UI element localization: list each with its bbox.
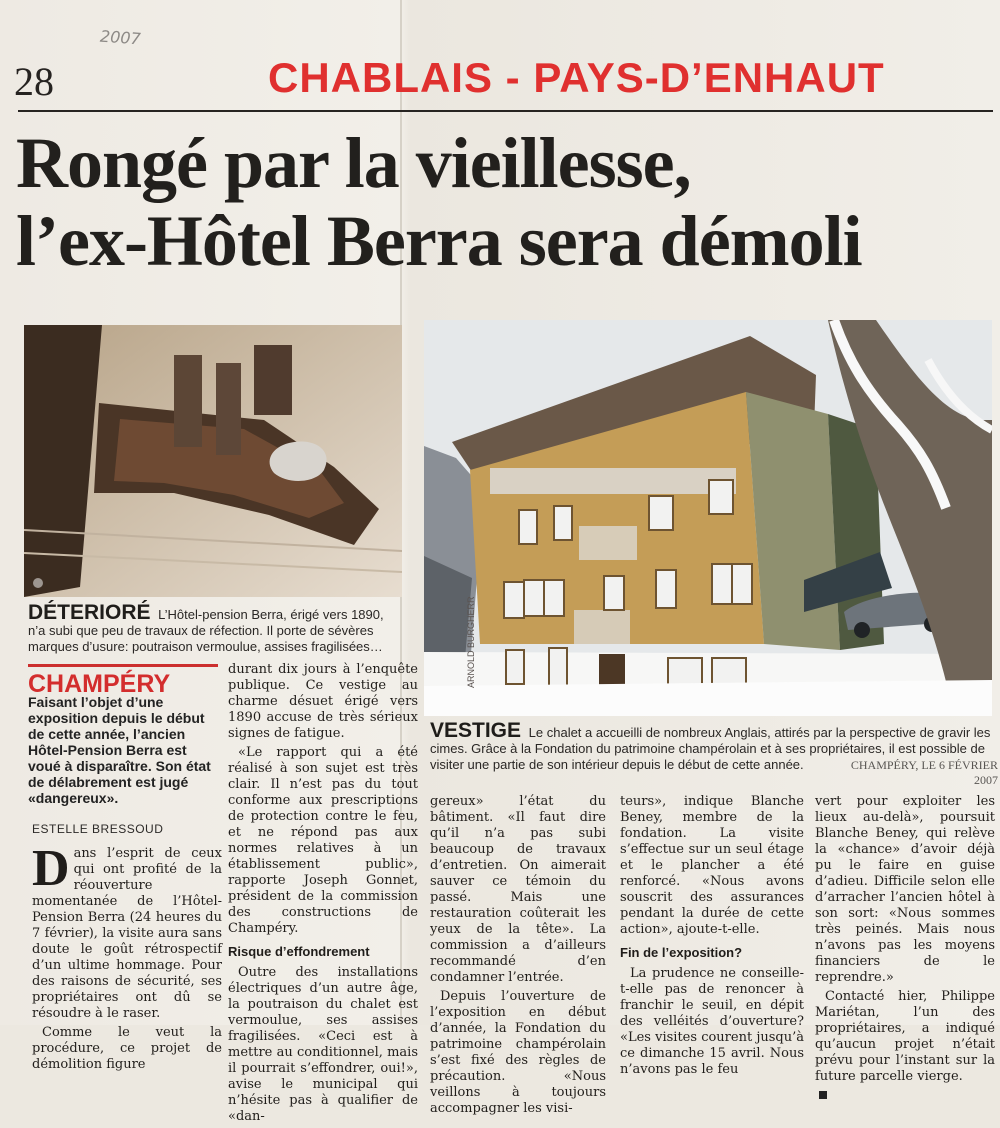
damaged-beam-illustration (24, 325, 402, 597)
subheading: Risque d’effondrement (228, 944, 370, 959)
damaged-beam-photo (24, 325, 402, 597)
article-paragraph: Outre des installations électriques d’un autre âge, la poutraison du chalet est vermoulue, ses assises fragilisées. «Ceci est à mettre au conditionnel, mais il pourrait s’effondrer, oui!», avise le municipal qui n’hésite pas à qualifier de «dan- (228, 965, 418, 1124)
left-caption-text: L’Hôtel-pension Berra, érigé vers 1890, n’a subi que peu de travaux de réfection. Il porte de sévères marques d’usure: poutraison vermoulue, assises fragilisées… (28, 607, 384, 654)
article-column-3 (430, 794, 606, 1120)
article-column-4 (620, 794, 804, 1081)
headline-line-1: Rongé par la vieillesse, (16, 123, 691, 203)
kicker-rule (28, 664, 218, 667)
left-photo-caption (28, 601, 400, 655)
author-byline: ESTELLE BRESSOUD (32, 822, 164, 836)
article-paragraph: «Le rapport qui a été réalisé à son sujet est très clair. Il n’est pas du tout conforme aux prescriptions de protection contre le feu, et ne répond pas aux normes relatives à un établissement public», rapporte Joseph Gonnet, président de la commission des constructions de Champéry. (228, 745, 418, 936)
article-paragraph: Depuis l’ouverture de l’exposition en début d’année, la Fondation du patrimoine champérolain s’est fixé des règles de précaution. «Nous veillons à toujours accompagner les visi- (430, 989, 606, 1116)
article-paragraph: Comme le veut la procédure, ce projet de démolition figure (32, 1025, 222, 1072)
handwritten-year: 2007 (99, 26, 142, 49)
article-paragraph: ans l’esprit de ceux qui ont profité de la réouverture momentanée de l’Hôtel-Pension Berra (24 heures du 7 février), la visite aura sans doute le goût rétrospectif d’un ultime hommage. Pour des raisons de sécurité, ses propriétaires ont dû se résoudre à le raser. (32, 846, 222, 1021)
drop-cap: D (32, 840, 70, 897)
article-paragraph: durant dix jours à l’enquête publique. Ce vestige au charme désuet érigé vers 1890 accuse de très sérieux signes de fatigue. (228, 662, 418, 741)
section-title: CHABLAIS - PAYS-D’ENHAUT (268, 54, 885, 101)
headline-line-2: l’ex-Hôtel Berra sera démoli (16, 201, 862, 281)
article-column-1 (32, 840, 222, 1076)
article-paragraph: vert pour exploiter les lieux au-delà», poursuit Blanche Beney, qui relève la «chance» d’avoir déjà pu le faire en guise d’adieu. Difficile selon elle d’arracher l’ancien hôtel à son sort: «Nous sommes très peinés. Mais nous n’avons pas les moyens financiers de le reprendre.» (815, 794, 995, 985)
article-paragraph: Contacté hier, Philippe Mariétan, l’un des propriétaires, a indiqué qu’aucun projet n’était prévu pour l’instant sur la future parcelle vierge. (815, 989, 995, 1084)
left-caption-label: DÉTERIORÉ (28, 601, 151, 624)
section-rule (18, 110, 993, 112)
hotel-berra-photo (424, 320, 992, 716)
photo-credit: ARNOLD BURGHERR (466, 596, 476, 688)
page-number: 28 (14, 59, 54, 104)
article-lead: Faisant l’objet d’une exposition depuis le début de cette année, l’ancien Hôtel-Pension Berra est voué à disparaître. Son état de délabrement est jugé «dangereux». (28, 694, 211, 806)
headline (16, 124, 996, 280)
article-paragraph: gereux» l’état du bâtiment. «Il faut dire qu’il n’a pas subi beaucoup de travaux d’entretien. On aimerait sauver ce témoin du passé. Mais une restauration coûterait les yeux de la tête». La commission a d’ailleurs recommandé d’en condamner l’entrée. (430, 794, 606, 985)
photo-dateline: CHAMPÉRY, LE 6 FÉVRIER 2007 (850, 758, 998, 787)
right-caption-label: VESTIGE (430, 719, 522, 742)
subheading: Fin de l’exposition? (620, 945, 743, 960)
kicker: CHAMPÉRY (28, 670, 171, 698)
right-caption-text: Le chalet a accueilli de nombreux Anglais, attirés par la perspective de gravir les cimes. Grâce à la Fondation du patrimoine champérolain et à ses propriétaires, il est possible de visiter une partie de son intérieur depuis le début de cette année. (430, 725, 991, 772)
article-end-mark (819, 1091, 827, 1099)
article-column-5 (815, 794, 995, 1104)
hotel-chalet-illustration (424, 320, 992, 716)
article-paragraph: teurs», indique Blanche Beney, membre de la fondation. La visite s’effectue sur un seul étage et le plancher a été renforcé. «Nous avons souscrit des assurances pendant la durée de cette action», ajoute-t-elle. (620, 794, 804, 937)
article-column-2 (228, 662, 418, 1128)
article-paragraph: La prudence ne conseille-t-elle pas de renoncer à franchir le seuil, en dépit des velléités d’ouverture? «Les visites courent jusqu’à ce dimanche 15 avril. Nous n’avons pas le feu (620, 966, 804, 1077)
